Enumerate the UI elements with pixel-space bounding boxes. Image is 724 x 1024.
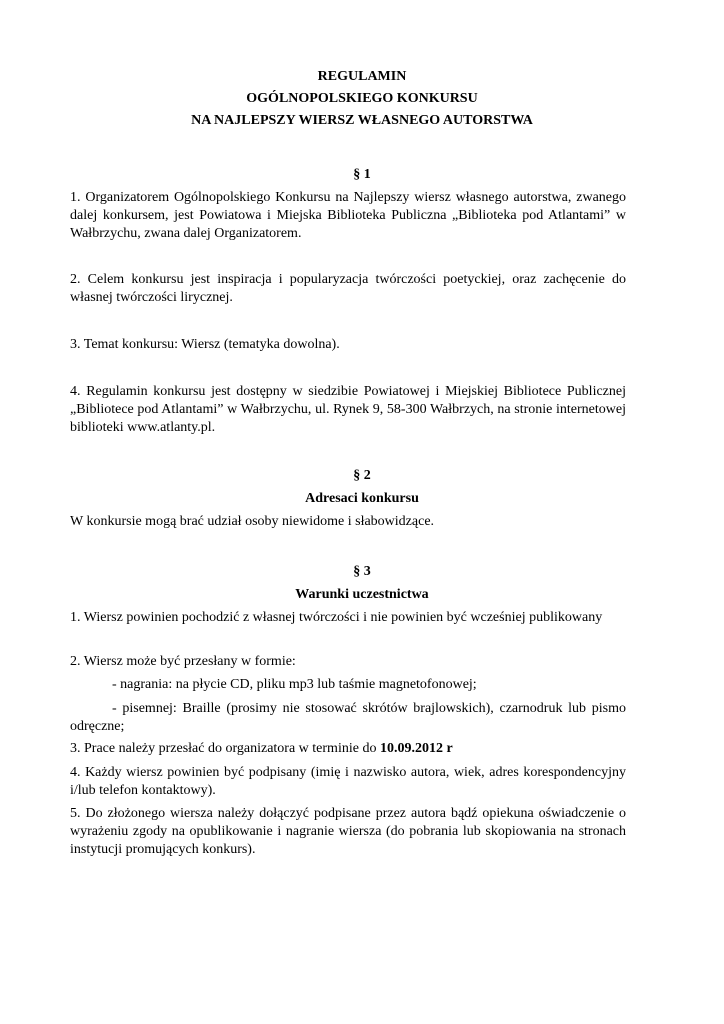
document-title <box>0 66 724 132</box>
section-3-deadline: 10.09.2012 r <box>379 741 453 756</box>
section-2-paragraph-1: W konkursie mogą brać udział osoby niewidome i słabowidzące. <box>70 514 435 529</box>
section-1-paragraph-2: 2. Celem konkursu jest inspiracja i popularyzacja twórczości poetyckiej, oraz zachęcenie do własnej twórczości lirycznej. <box>70 272 626 305</box>
section-3-item-written: - pisemnej: Braille (prosimy nie stosować skrótów brajlowskich), czarnodruk lub pismo odręczne; <box>70 701 626 734</box>
section-3-paragraph-4: 4. Każdy wiersz powinien być podpisany (imię i nazwisko autora, wiek, adres korespondencyjny i/lub telefon kontaktowy). <box>70 765 626 798</box>
section-3-paragraph-1: 1. Wiersz powinien pochodzić z własnej twórczości i nie powinien być wcześniej publikowany <box>70 610 603 625</box>
section-3-paragraph-5: 5. Do złożonego wiersza należy dołączyć podpisane przez autora bądź opiekuna oświadczenie o wyrażeniu zgody na opublikowanie i nagranie wiersza (do pobrania lub skopiowania na stronach instytucji promujących konkurs). <box>70 806 626 857</box>
title-line-3: NA NAJLEPSZY WIERSZ WŁASNEGO AUTORSTWA <box>191 113 533 128</box>
section-2-mark: § 2 <box>353 468 371 483</box>
section-3-item-recording: - nagrania: na płycie CD, pliku mp3 lub taśmie magnetofonowej; <box>112 677 477 692</box>
section-1-mark: § 1 <box>353 167 371 182</box>
title-line-2: OGÓLNOPOLSKIEGO KONKURSU <box>246 91 478 106</box>
section-1-paragraph-4: 4. Regulamin konkursu jest dostępny w siedzibie Powiatowej i Miejskiej Bibliotece Publicznej „Bibliotece pod Atlantami” w Wałbrzychu, ul. Rynek 9, 58-300 Wałbrzych, na stronie internetowej biblioteki www.atlanty.pl. <box>70 384 626 435</box>
section-3-heading: Warunki uczestnictwa <box>295 587 429 602</box>
section-2-heading: Adresaci konkursu <box>305 491 419 506</box>
section-1-paragraph-1: 1. Organizatorem Ogólnopolskiego Konkursu na Najlepszy wiersz własnego autorstwa, zwanego dalej konkursem, jest Powiatowa i Miejska Biblioteka Publiczna „Biblioteka pod Atlantami” w Wałbrzychu, zwana dalej Organizatorem. <box>70 190 626 241</box>
section-3-paragraph-2: 2. Wiersz może być przesłany w formie: <box>70 654 296 669</box>
section-3-mark: § 3 <box>353 564 371 579</box>
section-3-paragraph-3-text: 3. Prace należy przesłać do organizatora w terminie do <box>70 741 380 756</box>
section-3-paragraph-3 <box>70 740 626 758</box>
title-line-1: REGULAMIN <box>317 69 407 84</box>
section-1-paragraph-3: 3. Temat konkursu: Wiersz (tematyka dowolna). <box>70 337 340 352</box>
